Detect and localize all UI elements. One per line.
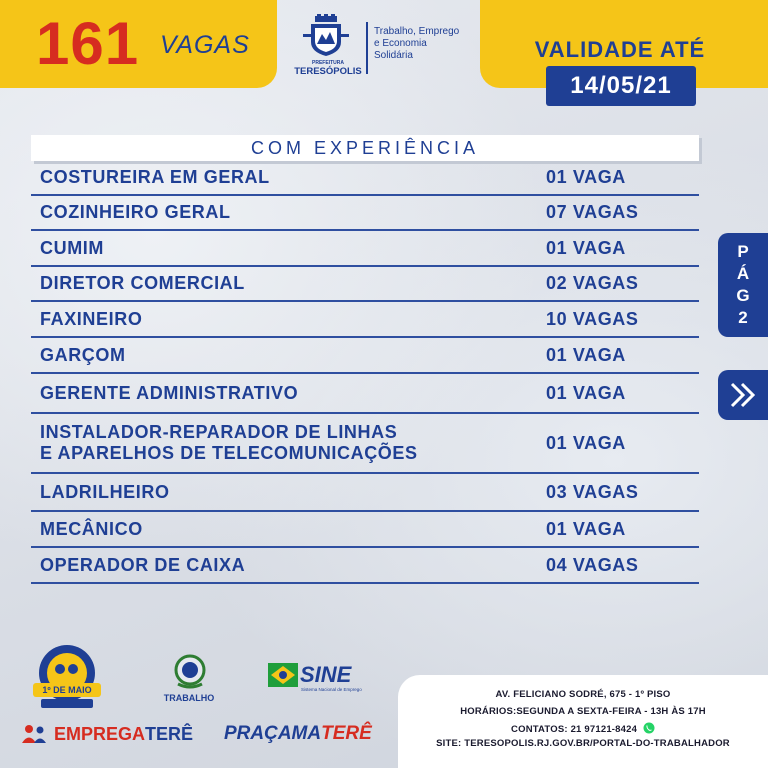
whatsapp-icon: [643, 722, 655, 734]
job-title: [40, 338, 126, 372]
job-qty: 04 VAGAS: [546, 554, 639, 575]
job-row: [31, 374, 699, 414]
primeiro-de-maio-badge: [27, 637, 107, 717]
page-indicator-tab: [718, 233, 768, 337]
job-row: [31, 474, 699, 512]
page-tab-letter: P: [737, 242, 749, 261]
job-qty: 03 VAGAS: [546, 481, 639, 502]
next-page-button[interactable]: [718, 370, 768, 420]
job-qty: 01 VAGA: [546, 432, 626, 453]
job-qty: 01 VAGA: [546, 167, 626, 187]
job-title-line: INSTALADOR-REPARADOR DE LINHAS: [40, 422, 398, 442]
vagas-count: 161: [36, 10, 140, 77]
city-label: TERESÓPOLIS: [294, 66, 362, 77]
job-title: [40, 161, 270, 194]
chevron-double-right-icon: [718, 370, 768, 420]
job-qty: 10 VAGAS: [546, 308, 639, 329]
section-title: COM EXPERIÊNCIA: [31, 135, 699, 161]
page-tab-letter: 2: [738, 308, 748, 327]
validade-label: VALIDADE ATÉ: [534, 37, 706, 62]
job-row: [31, 548, 699, 584]
job-title-line: GERENTE ADMINISTRATIVO: [40, 382, 299, 403]
address-line: AV. FELICIANO SODRÉ, 675 - 1º PISO: [495, 689, 671, 700]
emprega-part2: TERÊ: [145, 723, 194, 744]
pracama-part2: TERÊ: [321, 723, 372, 744]
job-title: [40, 374, 298, 412]
job-title: [40, 512, 143, 546]
job-title-line: DIRETOR COMERCIAL: [40, 273, 245, 293]
job-qty: 01 VAGA: [546, 518, 626, 539]
emprega-part1: EMPREGA: [54, 723, 146, 744]
job-row: [31, 302, 699, 338]
vagas-label: VAGAS: [160, 31, 250, 59]
people-icon: [20, 724, 50, 744]
job-title-line: COSTUREIRA EM GERAL: [40, 167, 270, 187]
horarios-value: SEGUNDA A SEXTA-FEIRA - 13H ÀS 17H: [516, 706, 706, 717]
pracamatere-logo: [224, 722, 372, 746]
coat-of-arms-icon: [303, 14, 349, 58]
contatos-value[interactable]: 21 97121-8424: [570, 724, 638, 735]
contatos-label: CONTATOS:: [511, 724, 568, 735]
job-title-line: E APARELHOS DE TELECOMUNICAÇÕES: [40, 443, 418, 463]
page-tab-letter: G: [736, 286, 750, 305]
job-title-line: GARÇOM: [40, 344, 126, 365]
secretaria-label: [374, 26, 484, 62]
validade-date: 14/05/21: [546, 66, 696, 106]
page-tab-letter: Á: [736, 264, 750, 283]
job-row: [31, 231, 699, 267]
job-title: [40, 414, 418, 472]
job-title-line: COZINHEIRO GERAL: [40, 202, 231, 222]
horarios-label: HORÁRIOS:: [460, 706, 517, 717]
job-qty: 01 VAGA: [546, 237, 626, 258]
horarios-line: [398, 706, 768, 717]
job-qty: 01 VAGA: [546, 344, 626, 365]
site-line: [398, 738, 768, 749]
job-row: [31, 267, 699, 302]
prefeitura-logo: [293, 14, 483, 78]
empregatere-logo: [20, 722, 193, 746]
job-qty: 01 VAGA: [546, 382, 626, 403]
job-title: [40, 196, 231, 229]
job-qty: 07 VAGAS: [546, 202, 639, 222]
job-title-line: FAXINEIRO: [40, 308, 143, 329]
job-row: [31, 196, 699, 231]
site-link[interactable]: TERESOPOLIS.RJ.GOV.BR/PORTAL-DO-TRABALHADOR: [464, 738, 730, 749]
job-qty: 02 VAGAS: [546, 273, 639, 293]
prefeitura-label: PREFEITURA: [312, 60, 344, 66]
job-title: [40, 548, 245, 582]
job-title-line: MECÂNICO: [40, 518, 143, 539]
flag-icon: [268, 661, 298, 689]
sine-label: SINE: [300, 662, 352, 687]
job-row: [31, 414, 699, 474]
contatos-line: [398, 722, 768, 735]
secretaria-line: e Economia: [374, 38, 427, 49]
sine-subtitle: Sistema Nacional de Emprego: [301, 687, 362, 692]
job-title: [40, 231, 104, 265]
secretaria-line: Solidária: [374, 50, 413, 61]
badge-text: 1º DE MAIO: [42, 685, 92, 695]
job-title: [40, 302, 142, 336]
job-title-line: LADRILHEIRO: [40, 481, 170, 502]
job-row: [31, 161, 699, 196]
job-title-line: CUMIM: [40, 237, 104, 258]
job-title: [40, 267, 245, 300]
site-label: SITE:: [436, 738, 462, 749]
trabalho-label: TRABALHO: [163, 693, 215, 703]
job-row: [31, 512, 699, 548]
pracama-part1: PRAÇAMA: [224, 723, 322, 744]
job-title: [40, 474, 170, 510]
job-title-line: OPERADOR DE CAIXA: [40, 554, 246, 575]
secretaria-line: Trabalho, Emprego: [374, 26, 460, 37]
job-row: [31, 338, 699, 374]
logo-divider: [366, 22, 368, 74]
